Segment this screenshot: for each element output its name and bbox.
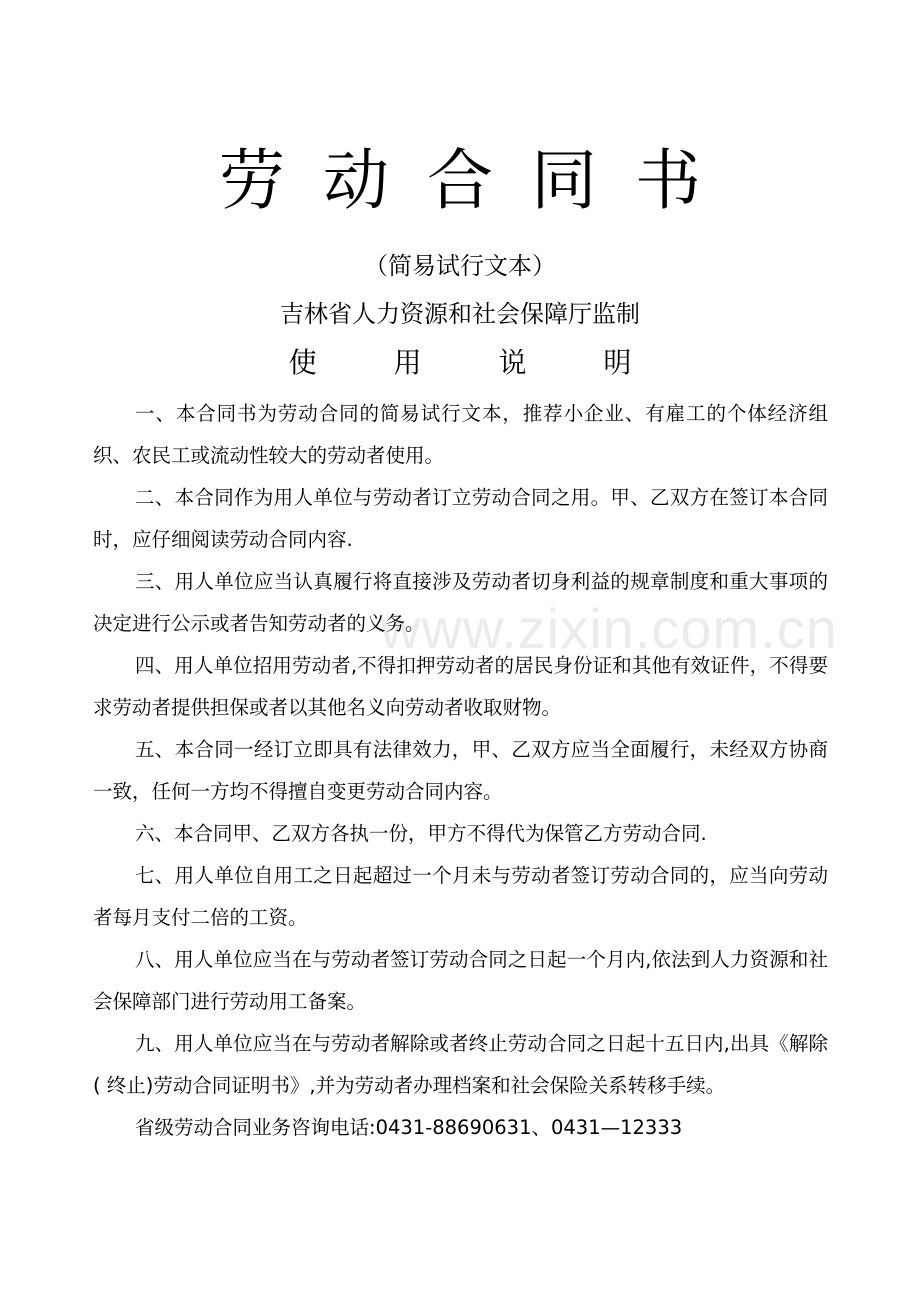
issuer-line: 吉林省人力资源和社会保障厅监制 (280, 300, 640, 328)
instruction-paragraph-9: 九、用人单位应当在与劳动者解除或者终止劳动合同之日起十五日内,出具《解除( 终止)劳动合同证明书》,并为劳动者办理档案和社会保险关系转移手续。 (93, 1032, 828, 1097)
instruction-paragraph-3: 三、用人单位应当认真履行将直接涉及劳动者切身利益的规章制度和重大事项的决定进行公示或者告知劳动者的义务。 (93, 570, 828, 635)
instruction-paragraph-4: 四、用人单位招用劳动者,不得扣押劳动者的居民身份证和其他有效证件，不得要求劳动者提供担保或者以其他名义向劳动者收取财物。 (93, 654, 828, 719)
hotline-line: 省级劳动合同业务咨询电话:0431-88690631、0431—12333 (135, 1116, 683, 1139)
instruction-paragraph-1: 一、本合同书为劳动合同的简易试行文本，推荐小企业、有雇工的个体经济组织、农民工或流动性较大的劳动者使用。 (93, 402, 828, 467)
instruction-paragraph-2: 二、本合同作为用人单位与劳动者订立劳动合同之用。甲、乙双方在签订本合同时，应仔细阅读劳动合同内容. (93, 486, 828, 551)
watermark: www.zixin.com.cn (380, 597, 838, 660)
instruction-paragraph-7: 七、用人单位自用工之日起超过一个月未与劳动者签订劳动合同的，应当向劳动者每月支付二倍的工资。 (93, 864, 828, 929)
instruction-paragraph-8: 八、用人单位应当在与劳动者签订劳动合同之日起一个月内,依法到人力资源和社会保障部门进行劳动用工备案。 (93, 948, 828, 1013)
version-note: （简易试行文本） (364, 252, 556, 280)
instructions-body (93, 393, 828, 1149)
instruction-paragraph-6: 六、本合同甲、乙双方各执一份，甲方不得代为保管乙方劳动合同. (135, 822, 707, 845)
instructions-heading: 使 用 说 明 (288, 346, 666, 379)
instruction-paragraph-5: 五、本合同一经订立即具有法律效力，甲、乙双方应当全面履行，未经双方协商一致，任何一方均不得擅自变更劳动合同内容。 (93, 738, 828, 803)
document-title: 劳动合同书 (219, 142, 739, 219)
